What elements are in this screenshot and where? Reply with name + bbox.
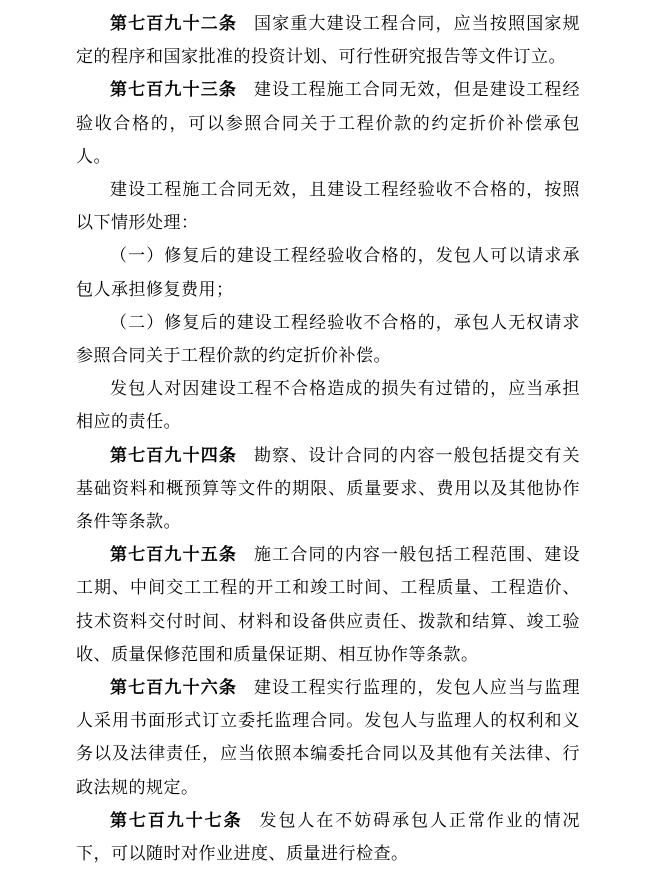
paragraph-text: 发包人在不妨碍承包人正常作业的情况下，可以随时对作业进度、质量进行检查。 xyxy=(76,810,581,864)
article-paragraph xyxy=(76,7,580,73)
article-paragraph xyxy=(76,73,580,173)
paragraph-text: 发包人对因建设工程不合格造成的损失有过错的，应当承担相应的责任。 xyxy=(76,379,580,432)
paragraph-text: （二）修复后的建设工程经验收不合格的，承包人无权请求参照合同关于工程价款的约定折价补偿。 xyxy=(76,312,580,366)
article-paragraph xyxy=(76,439,580,539)
body-paragraph xyxy=(76,173,580,239)
article-paragraph xyxy=(76,671,580,804)
article-paragraph xyxy=(76,538,580,671)
article-number: 第七百九十二条 xyxy=(110,14,238,33)
article-number: 第七百九十七条 xyxy=(110,810,243,830)
paragraph-text: 国家重大建设工程合同，应当按照国家规定的程序和国家批准的投资计划、可行性研究报告等文件订立。 xyxy=(76,14,581,67)
body-paragraph xyxy=(76,372,580,438)
paragraph-text: 建设工程施工合同无效，且建设工程经验收不合格的，按照以下情形处理： xyxy=(76,180,580,233)
body-paragraph xyxy=(76,306,580,372)
paragraph-text: （一）修复后的建设工程经验收合格的，发包人可以请求承包人承担修复费用； xyxy=(76,246,580,299)
article-number: 第七百九十四条 xyxy=(110,445,238,465)
body-paragraph xyxy=(76,239,580,305)
article-number: 第七百九十五条 xyxy=(110,545,238,565)
paragraph-text: 施工合同的内容一般包括工程范围、建设工期、中间交工工程的开工和竣工时间、工程质量、工程造价、技术资料交付时间、材料和设备供应责任、拨款和结算、竣工验收、质量保修范围和质量保证期、相互协作等条款。 xyxy=(76,545,581,664)
document-body xyxy=(76,7,580,870)
paragraph-text: 建设工程实行监理的，发包人应当与监理人采用书面形式订立委托监理合同。发包人与监理人的权利和义务以及法律责任，应当依照本编委托合同以及其他有关法律、行政法规的规定。 xyxy=(76,678,581,797)
article-number: 第七百九十三条 xyxy=(110,80,238,100)
article-paragraph xyxy=(76,804,580,870)
paragraph-text: 建设工程施工合同无效，但是建设工程经验收合格的，可以参照合同关于工程价款的约定折价补偿承包人。 xyxy=(76,80,581,166)
article-number: 第七百九十六条 xyxy=(110,678,238,698)
paragraph-text: 勘察、设计合同的内容一般包括提交有关基础资料和概预算等文件的期限、质量要求、费用以及其他协作条件等条款。 xyxy=(76,445,581,532)
